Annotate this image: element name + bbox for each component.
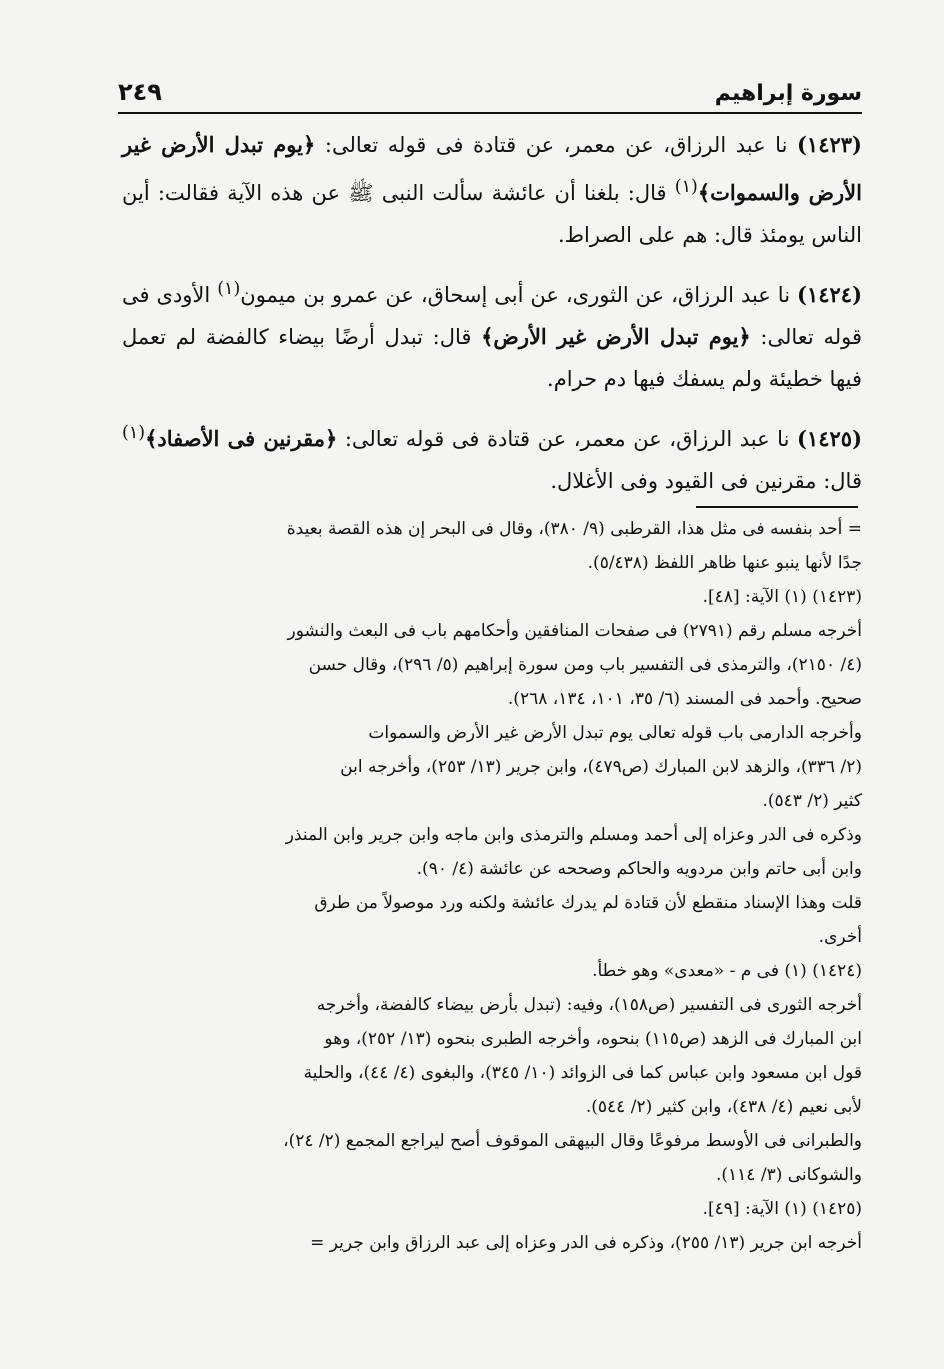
footnote-line: = أحد بنفسه فى مثل هذا، القرطبى (٩/ ٣٨٠)، وقال فى البحر إن هذه القصة بعيدة xyxy=(286,519,862,539)
hadith-number: (١٤٢٥) xyxy=(797,426,862,451)
hadith-text: نا عبد الرزاق، عن معمر، عن قتادة فى قوله تعالى: xyxy=(315,133,797,157)
footnote-line: أخرجه مسلم رقم (٢٧٩١) فى صفحات المنافقين وأحكامهم باب فى البعث والنشور xyxy=(287,621,862,641)
footnote-line: والطبرانى فى الأوسط مرفوعًا وقال البيهقى الموقوف أصح ليراجع المجمع (٢/ ٢٤)، xyxy=(283,1131,862,1151)
footnote-line: (١٤٢٤) (١) فى م - «معدى» وهو خطأ. xyxy=(592,961,862,981)
footnote-line: (١٤٢٣) (١) الآية: [٤٨]. xyxy=(702,587,862,607)
page-number: ٢٤٩ xyxy=(118,78,162,106)
page-header xyxy=(118,72,862,114)
hadith-1425 xyxy=(122,412,862,502)
surah-title: سورة إبراهيم xyxy=(714,81,862,106)
footnote-line: وأخرجه الدارمى باب قوله تعالى يوم تبدل الأرض غير الأرض والسموات xyxy=(368,723,862,743)
footnote-ref: (١) xyxy=(674,177,698,197)
hadith-text: نا عبد الرزاق، عن معمر، عن قتادة فى قوله تعالى: xyxy=(337,427,797,451)
hadith-1423 xyxy=(122,124,862,256)
hadith-text: نا عبد الرزاق، عن الثورى، عن أبى إسحاق، عن عمرو بن ميمون xyxy=(240,283,798,307)
footnote-line: قلت وهذا الإسناد منقطع لأن قتادة لم يدرك عائشة ولكنه ورد موصولاً من طرق xyxy=(314,893,862,913)
hadith-number: (١٤٢٤) xyxy=(797,282,863,307)
footnote-line: أخرى. xyxy=(818,927,862,947)
quran-quote: ﴿مقرنين فى الأصفاد﴾ xyxy=(145,426,338,451)
footnote-line: (٢/ ٣٣٦)، والزهد لابن المبارك (ص٤٧٩)، وابن جرير (١٣/ ٢٥٣)، وأخرجه ابن xyxy=(340,757,862,777)
footnote-line: كثير (٢/ ٥٤٣). xyxy=(762,791,862,811)
footnote-separator xyxy=(696,506,858,508)
hadith-number: (١٤٢٣) xyxy=(796,132,862,157)
footnote-line: وذكره فى الدر وعزاه إلى أحمد ومسلم والترمذى وابن ماجه وابن جرير وابن المنذر xyxy=(285,825,862,845)
hadith-text: قال: تبدل أرضًا بيضاء كالفضة لم تعمل فيها خطيئة ولم يسفك فيها دم حرام. xyxy=(122,325,862,391)
footnote-line: أخرجه الثورى فى التفسير (ص١٥٨)، وفيه: (تبدل بأرض بيضاء كالفضة، وأخرجه xyxy=(316,995,862,1015)
footnote-line: وابن أبى حاتم وابن مردويه والحاكم وصححه عن عائشة (٤/ ٩٠). xyxy=(416,859,862,879)
footnote-line: قول ابن مسعود وابن عباس كما فى الزوائد (١٠/ ٣٤٥)، والبغوى (٤/ ٤٤)، والحلية xyxy=(303,1063,862,1083)
footnotes xyxy=(118,512,862,1260)
footnote-line: (١٤٢٥) (١) الآية: [٤٩]. xyxy=(702,1199,862,1219)
hadith-1424 xyxy=(122,268,862,400)
footnote-line: ابن المبارك فى الزهد (ص١١٥) بنحوه، وأخرجه الطبرى بنحوه (١٣/ ٢٥٢)، وهو xyxy=(324,1029,862,1049)
footnote-line: أخرجه ابن جرير (١٣/ ٢٥٥)، وذكره فى الدر وعزاه إلى عبد الرزاق وابن جرير = xyxy=(310,1233,862,1253)
footnote-ref: (١) xyxy=(122,423,146,443)
footnote-line: لأبى نعيم (٤/ ٤٣٨)، وابن كثير (٢/ ٥٤٤). xyxy=(585,1097,862,1117)
footnote-line: صحيح. وأحمد فى المسند (٦/ ٣٥، ١٠١، ١٣٤، ٢٦٨). xyxy=(507,689,862,709)
quran-quote: ﴿يوم تبدل الأرض غير الأرض والسموات﴾ xyxy=(122,132,862,205)
hadith-text: الأودى فى قوله تعالى: xyxy=(122,283,862,349)
hadith-text: قال: بلغنا أن عائشة سألت النبى ﷺ عن هذه الآية فقالت: أين الناس يومئذ قال: هم على الصراط. xyxy=(122,181,862,247)
hadith-text: قال: مقرنين فى القيود وفى الأغلال. xyxy=(550,469,862,493)
main-text xyxy=(122,124,862,514)
footnote-line: والشوكانى (٣/ ١١٤). xyxy=(715,1165,862,1185)
quran-quote: ﴿يوم تبدل الأرض غير الأرض﴾ xyxy=(481,324,751,349)
footnote-line: جدًا لأنها ينبو عنها ظاهر اللفظ (٥/٤٣٨). xyxy=(587,553,862,573)
footnote-ref: (١) xyxy=(217,279,241,299)
footnote-line: (٤/ ٢١٥٠)، والترمذى فى التفسير باب ومن سورة إبراهيم (٥/ ٢٩٦)، وقال حسن xyxy=(308,655,862,675)
